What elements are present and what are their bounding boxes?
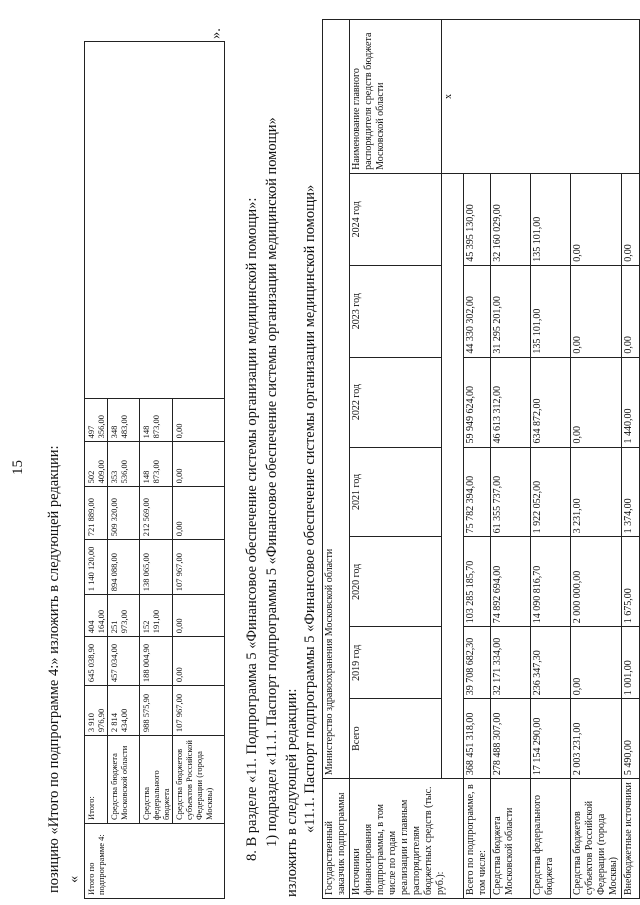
column-header: Всего [350, 699, 442, 779]
section-heading: 8. В разделе «11. Подпрограмма 5 «Финансовое обеспечение системы организации медицинской помощи»: [244, 197, 260, 861]
cell: 1 001,00 [622, 627, 640, 699]
cell: 3 231,00 [571, 447, 622, 537]
cell: 3 910 976,90 [85, 686, 108, 736]
column-header: 2021 год [350, 447, 442, 537]
row-name: Средства бюджета Московской области [108, 736, 140, 824]
cell: 0,00 [622, 265, 640, 357]
cell: 1 675,00 [622, 537, 640, 627]
customer-value: Министерство здравоохранения Московской области [323, 20, 350, 779]
cell: 988 575,90 [140, 686, 173, 736]
page-number: 15 [10, 460, 26, 475]
cell: 1 922 052,00 [531, 447, 571, 537]
column-header: 2023 год [350, 265, 442, 357]
cell: 634 872,00 [531, 357, 571, 447]
cell: 2 003 231,00 [571, 699, 622, 779]
manager-header: Наименование главного распорядителя средств бюджета Московской области [350, 20, 442, 174]
present-line: изложить в следующей редакции: [284, 688, 300, 897]
cell: 103 285 185,70 [464, 537, 491, 627]
row-name: Средства федерального бюджета [531, 779, 571, 899]
cell: 2 000 000,00 [571, 537, 622, 627]
cell: 75 782 394,00 [464, 447, 491, 537]
table-row [85, 42, 108, 899]
sources-label: Источники финансирования подпрограммы, в том числе по годам реализации и главным распорядителям бюджетных средств (тыс. руб.): [350, 779, 464, 899]
cell: 5 490,00 [622, 699, 640, 779]
cell: 188 004,90 [140, 637, 173, 686]
cell: 502 409,00 [85, 442, 108, 487]
cell: 509 320,00 [108, 487, 140, 540]
cell: 135 101,00 [531, 265, 571, 357]
cell: 2 814 434,00 [108, 686, 140, 736]
row-name: Всего по подпрограмме, в том числе: [464, 779, 491, 899]
row-name: Итого: [85, 736, 108, 824]
intro-line: позицию «Итого по подпрограмме 4:» изложить в следующей редакции: [46, 445, 62, 893]
cell: 0,00 [173, 442, 225, 487]
cell: 107 967,00 [173, 540, 225, 595]
row-name: Средства бюджета Московской области [491, 779, 531, 899]
row-name: Средства бюджетов субъектов Российской Федерации (города Москвы) [571, 779, 622, 899]
cell: 0,00 [571, 265, 622, 357]
empty-cell [442, 173, 464, 778]
customer-label: Государственный заказчик подпрограммы [323, 779, 350, 899]
column-header: 2019 год [350, 627, 442, 699]
cell: 46 613 312,00 [491, 357, 531, 447]
subprogram-4-total-table [84, 41, 225, 899]
cell: 138 065,00 [140, 540, 173, 595]
table-header-row [350, 20, 442, 899]
cell: 404 164,00 [85, 595, 108, 637]
cell: 251 973,00 [108, 595, 140, 637]
empty-cell [85, 42, 225, 399]
cell: 1 374,00 [622, 447, 640, 537]
quote-close: ». [208, 28, 224, 39]
column-header: 2020 год [350, 537, 442, 627]
cell: 348 483,00 [108, 399, 140, 442]
row-name: Средства бюджетов субъектов Российской Федерации (города Москвы) [173, 736, 225, 824]
cell: 148 873,00 [140, 399, 173, 442]
cell: 74 892 694,00 [491, 537, 531, 627]
cell: 59 949 624,00 [464, 357, 491, 447]
cell: 236 347,30 [531, 627, 571, 699]
column-header: 2022 год [350, 357, 442, 447]
cell: 721 889,00 [85, 487, 108, 540]
cell: 32 160 029,00 [491, 173, 531, 265]
cell: 32 171 334,00 [491, 627, 531, 699]
cell: 61 355 737,00 [491, 447, 531, 537]
cell: 368 451 318,00 [464, 699, 491, 779]
cell: 45 395 130,00 [464, 173, 491, 265]
cell: 14 090 816,70 [531, 537, 571, 627]
cell: 152 191,00 [140, 595, 173, 637]
cell: 17 154 290,00 [531, 699, 571, 779]
cell: 0,00 [571, 357, 622, 447]
quote-open: « [66, 875, 82, 883]
cell: 0,00 [571, 627, 622, 699]
row-name: Средства федерального бюджета [140, 736, 173, 824]
cell: 0,00 [622, 173, 640, 265]
cell: 353 536,00 [108, 442, 140, 487]
cell: 135 101,00 [531, 173, 571, 265]
cell: 0,00 [173, 637, 225, 686]
cell: 894 088,00 [108, 540, 140, 595]
cell: 212 569,00 [140, 487, 173, 540]
cell: 0,00 [571, 173, 622, 265]
cell: 0,00 [173, 595, 225, 637]
cell: 148 873,00 [140, 442, 173, 487]
cell: 645 038,90 [85, 637, 108, 686]
cell: 107 967,00 [173, 686, 225, 736]
cell: 0,00 [173, 487, 225, 540]
column-header: 2024 год [350, 173, 442, 265]
subsection-line: 1) подраздел «11.1. Паспорт подпрограммы 5 «Финансовое обеспечение системы организации медицинской помощи» [264, 117, 280, 847]
row-label: Итого по подпрограмме 4: [85, 824, 225, 899]
cell: 39 708 682,30 [464, 627, 491, 699]
row-name: Внебюджетные источники [622, 779, 640, 899]
cell: 1 140 120,00 [85, 540, 108, 595]
manager-mark: х [442, 20, 640, 174]
table-row [442, 20, 464, 899]
cell: 497 356,00 [85, 399, 108, 442]
cell: 457 034,00 [108, 637, 140, 686]
cell: 278 488 307,00 [491, 699, 531, 779]
table-row [323, 20, 350, 899]
cell: 1 440,00 [622, 357, 640, 447]
subprogram-5-passport-table [322, 19, 640, 899]
cell: 0,00 [173, 399, 225, 442]
cell: 44 330 302,00 [464, 265, 491, 357]
cell: 31 295 201,00 [491, 265, 531, 357]
passport-title: «11.1. Паспорт подпрограммы 5 «Финансовое обеспечение системы организации медицинской помощи» [302, 184, 318, 833]
